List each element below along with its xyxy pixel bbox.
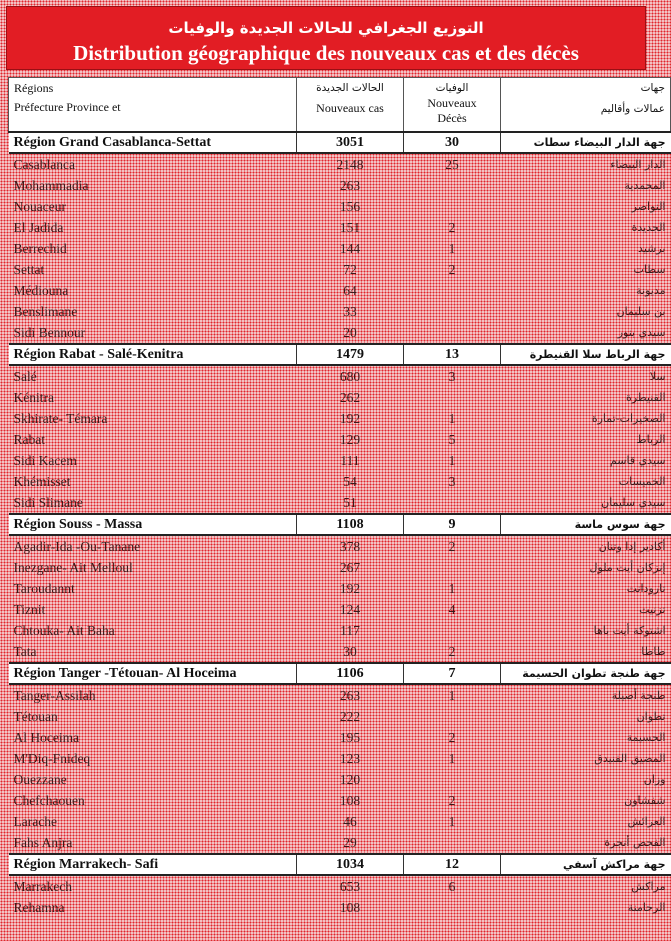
prefecture-name-ar: شفشاون bbox=[624, 794, 666, 807]
prefecture-name-ar: اشتوكة أيت باها bbox=[593, 624, 666, 637]
table-row bbox=[9, 217, 671, 238]
header-region-fr-line2: Préfecture Province et bbox=[14, 100, 121, 114]
prefecture-name-ar: النواصر bbox=[631, 200, 666, 213]
prefecture-name-fr: Rabat bbox=[13, 432, 45, 447]
prefecture-name-ar: المحمدية bbox=[624, 179, 666, 192]
new-cases-value: 108 bbox=[339, 793, 361, 808]
region-name-ar: جهة سوس ماسة bbox=[501, 514, 671, 535]
table-row bbox=[9, 875, 671, 897]
header-cases-ar: الحالات الجديدة bbox=[316, 82, 384, 94]
header-deaths-fr-line2: Décès bbox=[437, 111, 467, 125]
new-deaths-value: 2 bbox=[448, 262, 456, 277]
table-row bbox=[9, 727, 671, 748]
region-cases: 1479 bbox=[297, 344, 404, 365]
prefecture-name-fr: Larache bbox=[13, 814, 57, 829]
new-deaths-value: 3 bbox=[448, 369, 456, 384]
prefecture-name-fr: Fahs Anjra bbox=[13, 835, 73, 850]
new-cases-value: 29 bbox=[343, 835, 357, 850]
table-row bbox=[9, 641, 671, 663]
table-row bbox=[9, 238, 671, 259]
new-deaths-value: 1 bbox=[448, 581, 456, 596]
prefecture-name-ar: أكادير إدا وتنان bbox=[598, 540, 666, 553]
prefecture-name-fr: Taroudannt bbox=[13, 581, 75, 596]
title-banner bbox=[6, 6, 646, 70]
new-cases-value: 111 bbox=[340, 453, 360, 468]
table-row bbox=[9, 492, 671, 514]
new-deaths-value bbox=[404, 832, 501, 854]
header-deaths-fr-line1: Nouveaux bbox=[427, 96, 477, 110]
region-cases: 3051 bbox=[297, 132, 404, 153]
region-row bbox=[9, 663, 671, 684]
new-deaths-value bbox=[404, 620, 501, 641]
title-arabic: التوزيع الجغرافي للحالات الجديدة والوفيات bbox=[168, 19, 484, 37]
new-cases-value: 192 bbox=[339, 411, 361, 426]
new-deaths-value bbox=[404, 196, 501, 217]
new-cases-value: 51 bbox=[343, 495, 357, 510]
new-cases-value: 144 bbox=[339, 241, 361, 256]
prefecture-name-ar: تزنيت bbox=[639, 603, 666, 616]
table-row bbox=[9, 684, 671, 706]
region-cases: 1106 bbox=[297, 663, 404, 684]
prefecture-name-ar: سيدي بنور bbox=[617, 326, 666, 339]
table-row bbox=[9, 153, 671, 175]
new-cases-value: 653 bbox=[339, 879, 361, 894]
new-cases-value: 195 bbox=[339, 730, 361, 745]
region-name-ar: جهة الرباط سلا القنيطرة bbox=[501, 344, 671, 365]
new-deaths-value: 1 bbox=[448, 453, 456, 468]
prefecture-name-fr: El Jadida bbox=[13, 220, 64, 235]
new-deaths-value bbox=[404, 301, 501, 322]
new-deaths-value: 2 bbox=[448, 220, 456, 235]
new-cases-value: 680 bbox=[339, 369, 361, 384]
prefecture-name-fr: Salé bbox=[13, 369, 37, 384]
new-cases-value: 267 bbox=[339, 560, 361, 575]
region-deaths: 13 bbox=[404, 344, 501, 365]
prefecture-name-ar: الرباط bbox=[636, 433, 666, 446]
prefecture-name-ar: تارودانت bbox=[626, 582, 666, 595]
table-row bbox=[9, 387, 671, 408]
prefecture-name-fr: Skhirate- Témara bbox=[13, 411, 108, 426]
table-row bbox=[9, 599, 671, 620]
prefecture-name-fr: Rehamna bbox=[13, 900, 65, 915]
new-cases-value: 46 bbox=[343, 814, 357, 829]
prefecture-name-ar: المضيق الفنيدق bbox=[594, 752, 666, 765]
table-row bbox=[9, 365, 671, 387]
table-row bbox=[9, 706, 671, 727]
prefecture-name-fr: Al Hoceima bbox=[13, 730, 80, 745]
new-deaths-value bbox=[404, 557, 501, 578]
new-deaths-value: 1 bbox=[448, 411, 456, 426]
prefecture-name-ar: بن سليمان bbox=[616, 305, 666, 318]
prefecture-name-ar: الجديدة bbox=[631, 221, 666, 234]
prefecture-name-fr: Marrakech bbox=[13, 879, 72, 894]
table-row bbox=[9, 429, 671, 450]
prefecture-name-fr: Khémisset bbox=[13, 474, 71, 489]
header-region-fr bbox=[9, 78, 297, 133]
table-row bbox=[9, 408, 671, 429]
prefecture-name-fr: Casablanca bbox=[13, 157, 75, 172]
new-deaths-value: 4 bbox=[448, 602, 456, 617]
prefecture-name-fr: Sidi Bennour bbox=[13, 325, 86, 340]
prefecture-name-fr: Kénitra bbox=[13, 390, 54, 405]
prefecture-name-ar: طاطا bbox=[641, 645, 666, 658]
table-row bbox=[9, 280, 671, 301]
header-deaths bbox=[404, 78, 501, 133]
prefecture-name-fr: Mohammadia bbox=[13, 178, 89, 193]
region-name-fr: Région Marrakech- Safi bbox=[9, 854, 297, 875]
header-cases bbox=[297, 78, 404, 133]
table-row bbox=[9, 259, 671, 280]
new-deaths-value bbox=[404, 322, 501, 344]
prefecture-name-fr: Benslimane bbox=[13, 304, 78, 319]
new-cases-value: 378 bbox=[339, 539, 361, 554]
prefecture-name-ar: مراكش bbox=[631, 880, 666, 893]
new-cases-value: 120 bbox=[339, 772, 361, 787]
prefecture-name-fr: Nouaceur bbox=[13, 199, 66, 214]
prefecture-name-ar: سطات bbox=[633, 263, 666, 276]
header-cases-fr: Nouveaux cas bbox=[316, 101, 384, 115]
title-french: Distribution géographique des nouveaux cas et des décès bbox=[73, 41, 579, 65]
header-region-ar-line2: عمالات وأقاليم bbox=[600, 103, 665, 115]
new-deaths-value: 6 bbox=[448, 879, 456, 894]
new-cases-value: 2148 bbox=[336, 157, 364, 172]
prefecture-name-ar: الخميسات bbox=[618, 475, 666, 488]
region-name-fr: Région Tanger -Tétouan- Al Hoceima bbox=[9, 663, 297, 684]
prefecture-name-ar: القنيطرة bbox=[626, 391, 666, 404]
header-region-fr-line1: Régions bbox=[14, 81, 54, 95]
new-deaths-value bbox=[404, 175, 501, 196]
new-cases-value: 30 bbox=[343, 644, 357, 659]
table-row bbox=[9, 535, 671, 557]
new-cases-value: 64 bbox=[343, 283, 357, 298]
new-cases-value: 129 bbox=[339, 432, 361, 447]
new-cases-value: 192 bbox=[339, 581, 361, 596]
new-deaths-value: 1 bbox=[448, 241, 456, 256]
prefecture-name-fr: Médiouna bbox=[13, 283, 69, 298]
table-row bbox=[9, 620, 671, 641]
region-name-fr: Région Souss - Massa bbox=[9, 514, 297, 535]
new-cases-value: 20 bbox=[343, 325, 357, 340]
table-row bbox=[9, 811, 671, 832]
new-deaths-value: 3 bbox=[448, 474, 456, 489]
new-cases-value: 33 bbox=[343, 304, 357, 319]
new-deaths-value: 25 bbox=[445, 157, 459, 172]
region-cases: 1108 bbox=[297, 514, 404, 535]
prefecture-name-ar: وزان bbox=[643, 773, 666, 786]
table-row bbox=[9, 175, 671, 196]
table-row bbox=[9, 471, 671, 492]
header-region-ar bbox=[501, 78, 671, 133]
region-row bbox=[9, 132, 671, 153]
prefecture-name-fr: Sidi Slimane bbox=[13, 495, 83, 510]
prefecture-name-fr: Agadir-Ida -Ou-Tanane bbox=[13, 539, 141, 554]
new-deaths-value bbox=[404, 897, 501, 918]
prefecture-name-ar: إنزكان أيت ملول bbox=[589, 561, 666, 574]
prefecture-name-fr: Sidi Kacem bbox=[13, 453, 77, 468]
new-cases-value: 54 bbox=[343, 474, 357, 489]
new-cases-value: 262 bbox=[339, 390, 361, 405]
region-name-ar: جهة طنجة تطوان الحسيمة bbox=[501, 663, 671, 684]
prefecture-name-ar: الرحامنة bbox=[627, 901, 666, 914]
table-row bbox=[9, 450, 671, 471]
new-deaths-value: 2 bbox=[448, 793, 456, 808]
table-row bbox=[9, 578, 671, 599]
table-row bbox=[9, 196, 671, 217]
new-cases-value: 156 bbox=[339, 199, 361, 214]
prefecture-name-fr: Tétouan bbox=[13, 709, 58, 724]
table-row bbox=[9, 790, 671, 811]
new-cases-value: 263 bbox=[339, 688, 361, 703]
region-row bbox=[9, 514, 671, 535]
prefecture-name-fr: Tata bbox=[13, 644, 37, 659]
region-deaths: 9 bbox=[404, 514, 501, 535]
prefecture-name-fr: Berrechid bbox=[13, 241, 67, 256]
prefecture-name-fr: Tanger-Assilah bbox=[13, 688, 96, 703]
new-deaths-value: 1 bbox=[448, 751, 456, 766]
prefecture-name-ar: الدار البيضاء bbox=[610, 158, 666, 171]
new-deaths-value bbox=[404, 280, 501, 301]
prefecture-name-ar: تطوان bbox=[636, 710, 666, 723]
new-cases-value: 108 bbox=[339, 900, 361, 915]
prefecture-name-fr: Ouezzane bbox=[13, 772, 67, 787]
region-deaths: 7 bbox=[404, 663, 501, 684]
prefecture-name-ar: طنجة أصيلة bbox=[611, 689, 666, 702]
prefecture-name-fr: Chefchaouen bbox=[13, 793, 85, 808]
prefecture-name-ar: الحسيمة bbox=[626, 731, 666, 744]
table-row bbox=[9, 322, 671, 344]
new-cases-value: 124 bbox=[339, 602, 361, 617]
region-row bbox=[9, 854, 671, 875]
new-deaths-value: 1 bbox=[448, 814, 456, 829]
region-deaths: 12 bbox=[404, 854, 501, 875]
table-row bbox=[9, 301, 671, 322]
region-deaths: 30 bbox=[404, 132, 501, 153]
new-deaths-value: 2 bbox=[448, 539, 456, 554]
new-cases-value: 263 bbox=[339, 178, 361, 193]
new-deaths-value bbox=[404, 492, 501, 514]
region-name-fr: Région Grand Casablanca-Settat bbox=[9, 132, 297, 153]
prefecture-name-ar: العرائش bbox=[627, 815, 666, 828]
new-cases-value: 117 bbox=[340, 623, 360, 638]
table-row bbox=[9, 748, 671, 769]
table-row bbox=[9, 897, 671, 918]
new-deaths-value: 2 bbox=[448, 644, 456, 659]
prefecture-name-ar: الفحص أنجرة bbox=[604, 836, 666, 849]
prefecture-name-fr: Chtouka- Ait Baha bbox=[13, 623, 115, 638]
prefecture-name-fr: Tiznit bbox=[13, 602, 46, 617]
region-name-fr: Région Rabat - Salé-Kenitra bbox=[9, 344, 297, 365]
prefecture-name-ar: سيدي سليمان bbox=[601, 496, 666, 509]
table-row bbox=[9, 557, 671, 578]
prefecture-name-fr: Inezgane- Ait Melloul bbox=[13, 560, 133, 575]
region-cases: 1034 bbox=[297, 854, 404, 875]
prefecture-name-fr: M'Diq-Fnideq bbox=[13, 751, 91, 766]
new-deaths-value: 1 bbox=[448, 688, 456, 703]
new-cases-value: 72 bbox=[343, 262, 357, 277]
new-deaths-value: 5 bbox=[448, 432, 456, 447]
prefecture-name-ar: سلا bbox=[649, 370, 666, 383]
new-cases-value: 222 bbox=[339, 709, 361, 724]
new-cases-value: 151 bbox=[339, 220, 361, 235]
prefecture-name-ar: مديونة bbox=[636, 284, 666, 297]
header-deaths-ar: الوفيات bbox=[435, 82, 469, 94]
region-name-ar: جهة مراكش آسفي bbox=[501, 854, 671, 875]
new-deaths-value bbox=[404, 769, 501, 790]
prefecture-name-ar: سيدي قاسم bbox=[609, 454, 666, 467]
new-deaths-value bbox=[404, 387, 501, 408]
prefecture-name-fr: Settat bbox=[13, 262, 45, 277]
new-cases-value: 123 bbox=[339, 751, 361, 766]
new-deaths-value bbox=[404, 706, 501, 727]
region-row bbox=[9, 344, 671, 365]
header-region-ar-line1: جهات bbox=[640, 82, 665, 94]
table-row bbox=[9, 769, 671, 790]
new-deaths-value: 2 bbox=[448, 730, 456, 745]
table-row bbox=[9, 832, 671, 854]
region-name-ar: جهة الدار البيضاء سطات bbox=[501, 132, 671, 153]
table-header bbox=[9, 78, 671, 133]
prefecture-name-ar: برشيد bbox=[638, 242, 666, 255]
distribution-table bbox=[8, 77, 671, 918]
prefecture-name-ar: الصخيرات-تمارة bbox=[591, 412, 666, 425]
